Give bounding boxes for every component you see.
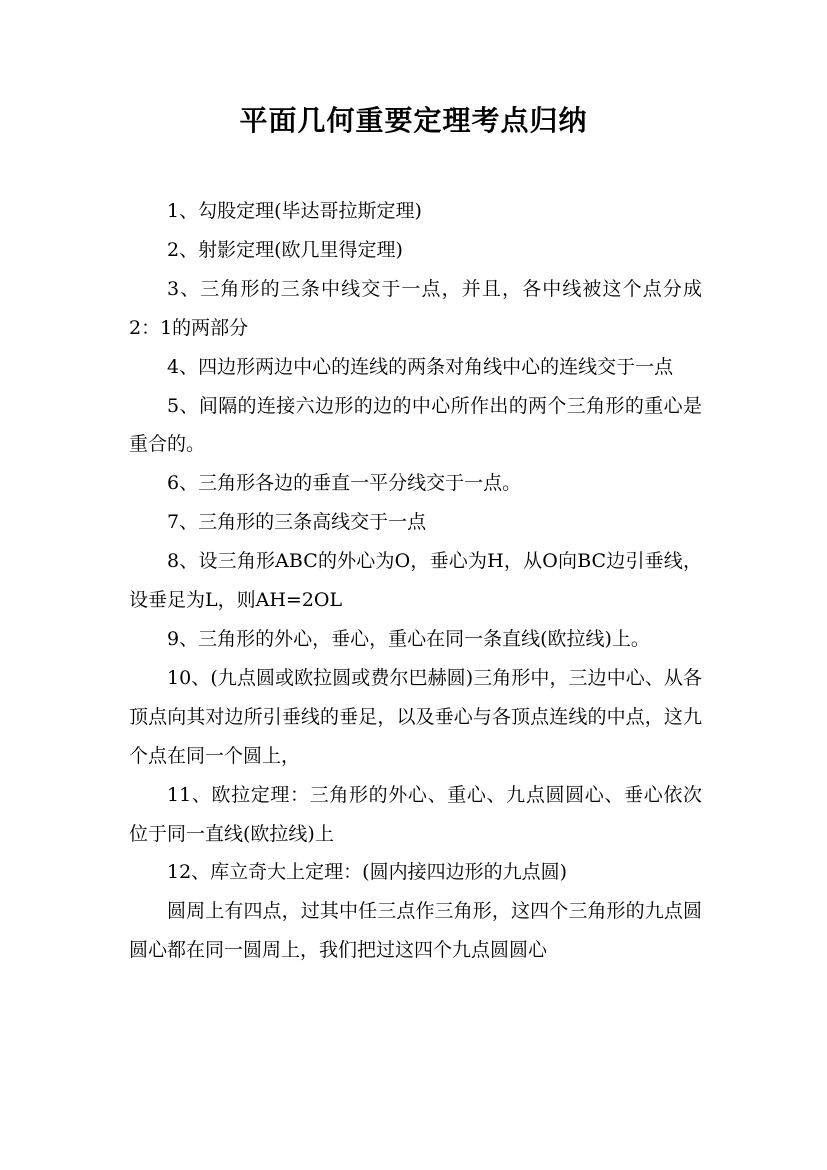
paragraph-4: 4、四边形两边中心的连线的两条对角线中心的连线交于一点 <box>167 355 674 378</box>
paragraph-12: 12、库立奇大上定理：(圆内接四边形的九点圆) <box>167 861 568 884</box>
document-title: 平面几何重要定理考点归纳 <box>239 104 588 137</box>
paragraph-10: 10、(九点圆或欧拉圆或费尔巴赫圆)三角形中，三边中心、从各顶点向其对边所引垂线的垂足，以及垂心与各顶点连线的中点，这九个点在同一个圆上， <box>129 666 702 767</box>
paragraph-11: 11、欧拉定理：三角形的外心、重心、九点圆圆心、垂心依次位于同一直线(欧拉线)上 <box>129 783 702 845</box>
paragraph-8: 8、设三角形ABC的外心为O，垂心为H，从O向BC边引垂线，设垂足为L，则AH=2OL <box>129 550 702 612</box>
paragraph-9: 9、三角形的外心，垂心，重心在同一条直线(欧拉线)上。 <box>167 627 650 650</box>
paragraph-7: 7、三角形的三条高线交于一点 <box>167 511 427 534</box>
paragraph-2: 2、射影定理(欧几里得定理) <box>167 238 403 261</box>
paragraph-3: 3、三角形的三条中线交于一点，并且，各中线被这个点分成2：1的两部分 <box>129 277 702 339</box>
paragraph-5: 5、间隔的连接六边形的边的中心所作出的两个三角形的重心是重合的。 <box>129 394 702 456</box>
paragraph-13: 圆周上有四点，过其中任三点作三角形，这四个三角形的九点圆圆心都在同一圆周上，我们把过这四个九点圆圆心 <box>129 900 702 962</box>
document-body <box>129 192 702 970</box>
paragraph-6: 6、三角形各边的垂直一平分线交于一点。 <box>167 472 522 495</box>
paragraph-1: 1、勾股定理(毕达哥拉斯定理) <box>167 200 422 222</box>
